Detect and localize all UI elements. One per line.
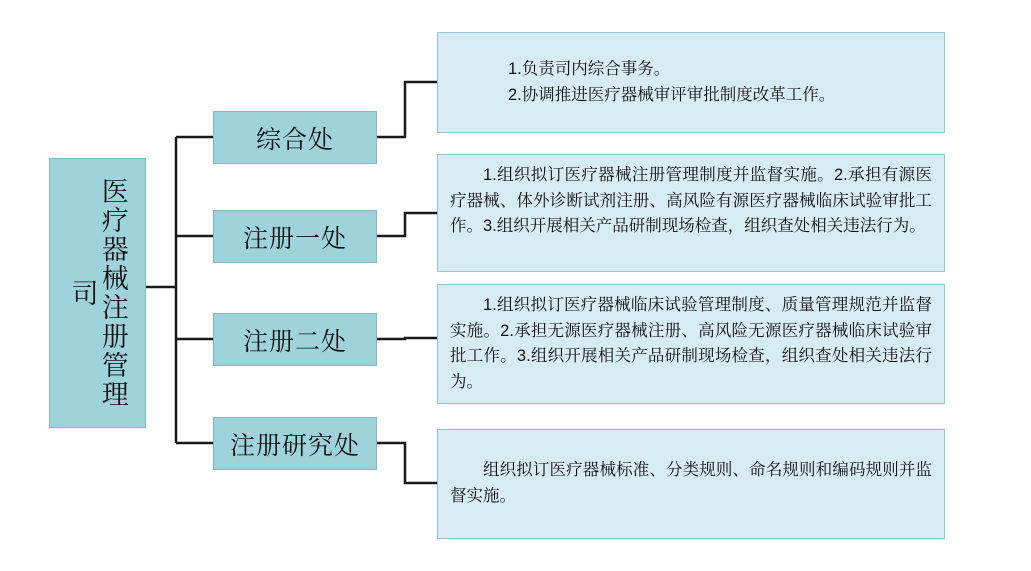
description-panel-zhuce-er-chu <box>437 284 945 404</box>
description-line: 组织拟订医疗器械标准、分类规则、命名规则和编码规则并监督实施。 <box>450 461 932 505</box>
description-line: 1.组织拟订医疗器械注册管理制度并监督实施。2.承担有源医疗器械、体外诊断试剂注册、高风险有源医疗器械临床试验审批工作。3.组织开展相关产品研制现场检查，组织查处相关违法行为。 <box>450 166 932 236</box>
dept-node-label: 注册一处 <box>242 224 347 253</box>
dept-node-zhuce-yi-chu[interactable] <box>213 210 377 263</box>
description-panel-zonghe-chu <box>437 32 945 133</box>
dept-node-zonghe-chu[interactable] <box>213 111 377 164</box>
description-panel-zhuce-yi-chu <box>437 154 945 272</box>
dept-node-label: 注册研究处 <box>229 431 360 460</box>
description-panel-zhuce-yanjiu-chu <box>437 429 945 539</box>
root-node-medical-device-registration-bureau[interactable] <box>49 158 146 428</box>
dept-node-label: 综合处 <box>255 125 334 154</box>
dept-node-zhuce-yanjiu-chu[interactable] <box>213 417 377 470</box>
description-line: 1.负责司内综合事务。 <box>508 59 671 78</box>
dept-node-zhuce-er-chu[interactable] <box>213 313 377 366</box>
dept-node-label: 注册二处 <box>242 327 347 356</box>
root-node-label: 医疗器械注册管理司 <box>67 177 128 409</box>
description-line: 2.协调推进医疗器械审评审批制度改革工作。 <box>508 85 836 104</box>
description-line: 1.组织拟订医疗器械临床试验管理制度、质量管理规范并监督实施。2.承担无源医疗器械注册、高风险无源医疗器械临床试验审批工作。3.组织开展相关产品研制现场检查，组织查处相关违法行为。 <box>450 296 932 391</box>
